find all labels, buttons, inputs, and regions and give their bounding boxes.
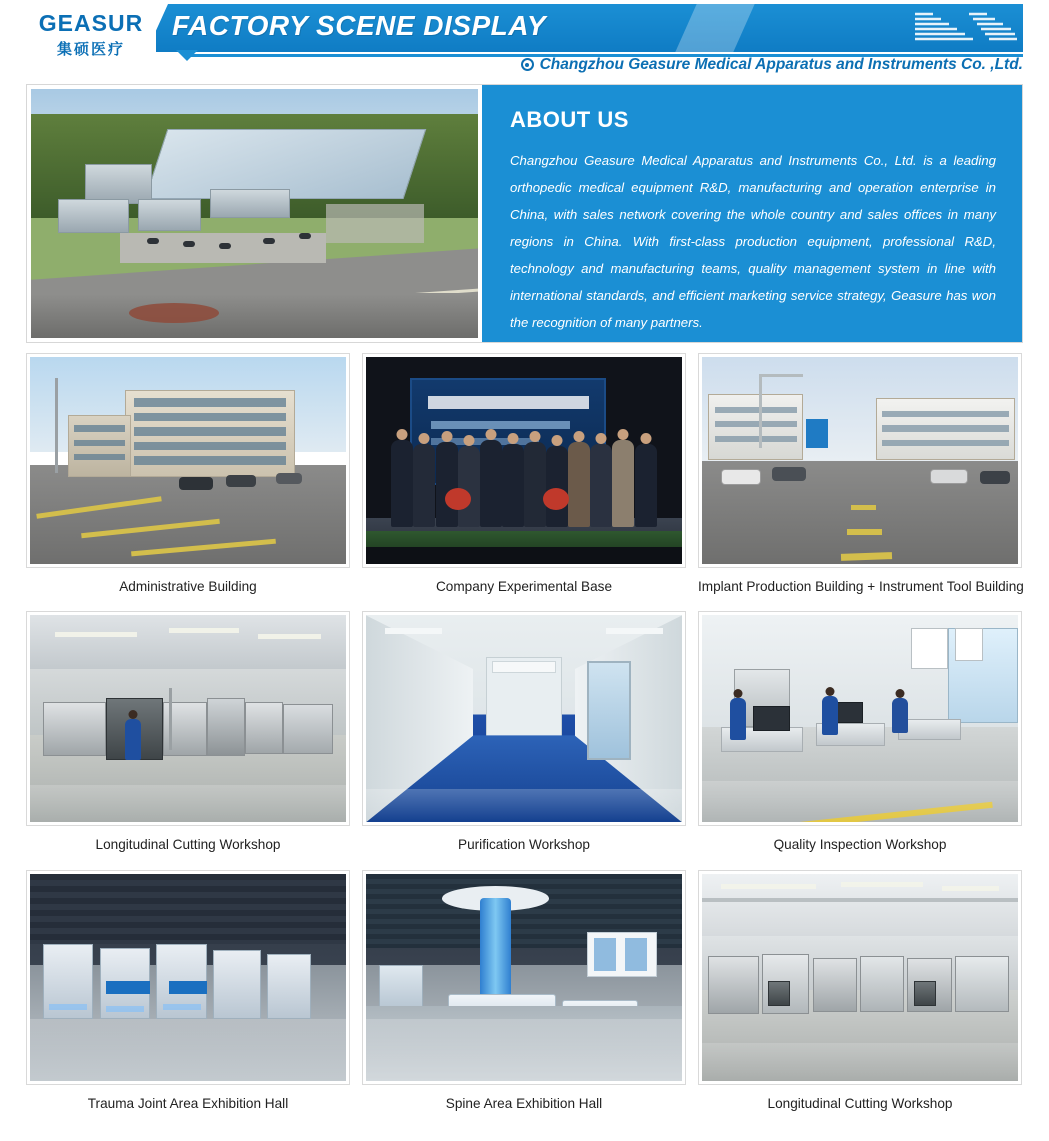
gallery-caption: Company Experimental Base [435,579,613,594]
about-text-panel [482,85,1022,342]
gallery-grid [26,353,1023,1118]
company-name-subtitle [521,56,1023,74]
gallery-item [698,870,1022,1118]
gallery-item [26,870,350,1118]
page-title: FACTORY SCENE DISPLAY [172,10,547,41]
gallery-thumbnail[interactable] [26,611,350,826]
gallery-item [698,353,1022,601]
gallery-thumbnail[interactable] [698,353,1022,568]
page-header [0,0,1049,84]
about-photo [27,85,482,342]
header-triangle-marker [176,50,198,61]
aerial-factory-illustration [31,89,478,338]
bullet-icon [521,58,534,71]
clean-room-corridor-illustration [366,615,682,822]
gallery-thumbnail[interactable] [362,611,686,826]
gallery-caption: Administrative Building [119,579,257,594]
quality-inspection-lab-illustration [702,615,1018,822]
logo-chinese-name: 集硕医疗 [56,39,125,58]
gallery-caption: Spine Area Exhibition Hall [445,1095,603,1111]
chevron-stack-icon [911,8,1021,48]
gallery-caption: Implant Production Building + Instrument Tool Building [698,579,1024,594]
logo-wordmark: GEASUR [38,9,144,36]
lathe-machine-hall-illustration [702,874,1018,1081]
gallery-caption: Longitudinal Cutting Workshop [95,837,281,853]
gallery-caption: Trauma Joint Area Exhibition Hall [87,1095,289,1111]
administrative-building-illustration [30,357,346,564]
gallery-item [26,353,350,601]
header-chevron-decoration [911,8,1021,48]
company-name-text: Changzhou Geasure Medical Apparatus and Instruments Co. ,Ltd. [539,56,1023,73]
about-section [26,84,1023,343]
company-logo [26,4,156,66]
ceremony-illustration [366,357,682,564]
about-title: ABOUT US [510,107,629,132]
gallery-caption: Quality Inspection Workshop [773,837,947,853]
about-body-text: Changzhou Geasure Medical Apparatus and Instruments Co., Ltd. is a leading orthopedic medical equipment R&D, manufacturing and operation enterprise in China, with sales network covering the whole country and sales offices in many regions in China. With first-class production equipment, professional R&D, technology and manufacturing teams, quality management system in line with international standards, and efficient marketing service strategy, Geasure has won the recognition of many partners. [510,153,996,331]
gallery-item [362,870,686,1118]
production-building-illustration [702,357,1018,564]
gallery-thumbnail[interactable] [362,353,686,568]
gallery-thumbnail[interactable] [698,611,1022,826]
gallery-item [698,611,1022,859]
gallery-thumbnail[interactable] [26,870,350,1085]
gallery-item [26,611,350,859]
gallery-item [362,611,686,859]
gallery-caption: Longitudinal Cutting Workshop [767,1095,953,1111]
gallery-caption: Purification Workshop [458,837,590,853]
gallery-thumbnail[interactable] [362,870,686,1085]
gallery-thumbnail[interactable] [26,353,350,568]
spine-showroom-illustration [366,874,682,1081]
gallery-thumbnail[interactable] [698,870,1022,1085]
trauma-joint-showroom-illustration [30,874,346,1081]
gallery-item [362,353,686,601]
cutting-workshop-illustration [30,615,346,822]
